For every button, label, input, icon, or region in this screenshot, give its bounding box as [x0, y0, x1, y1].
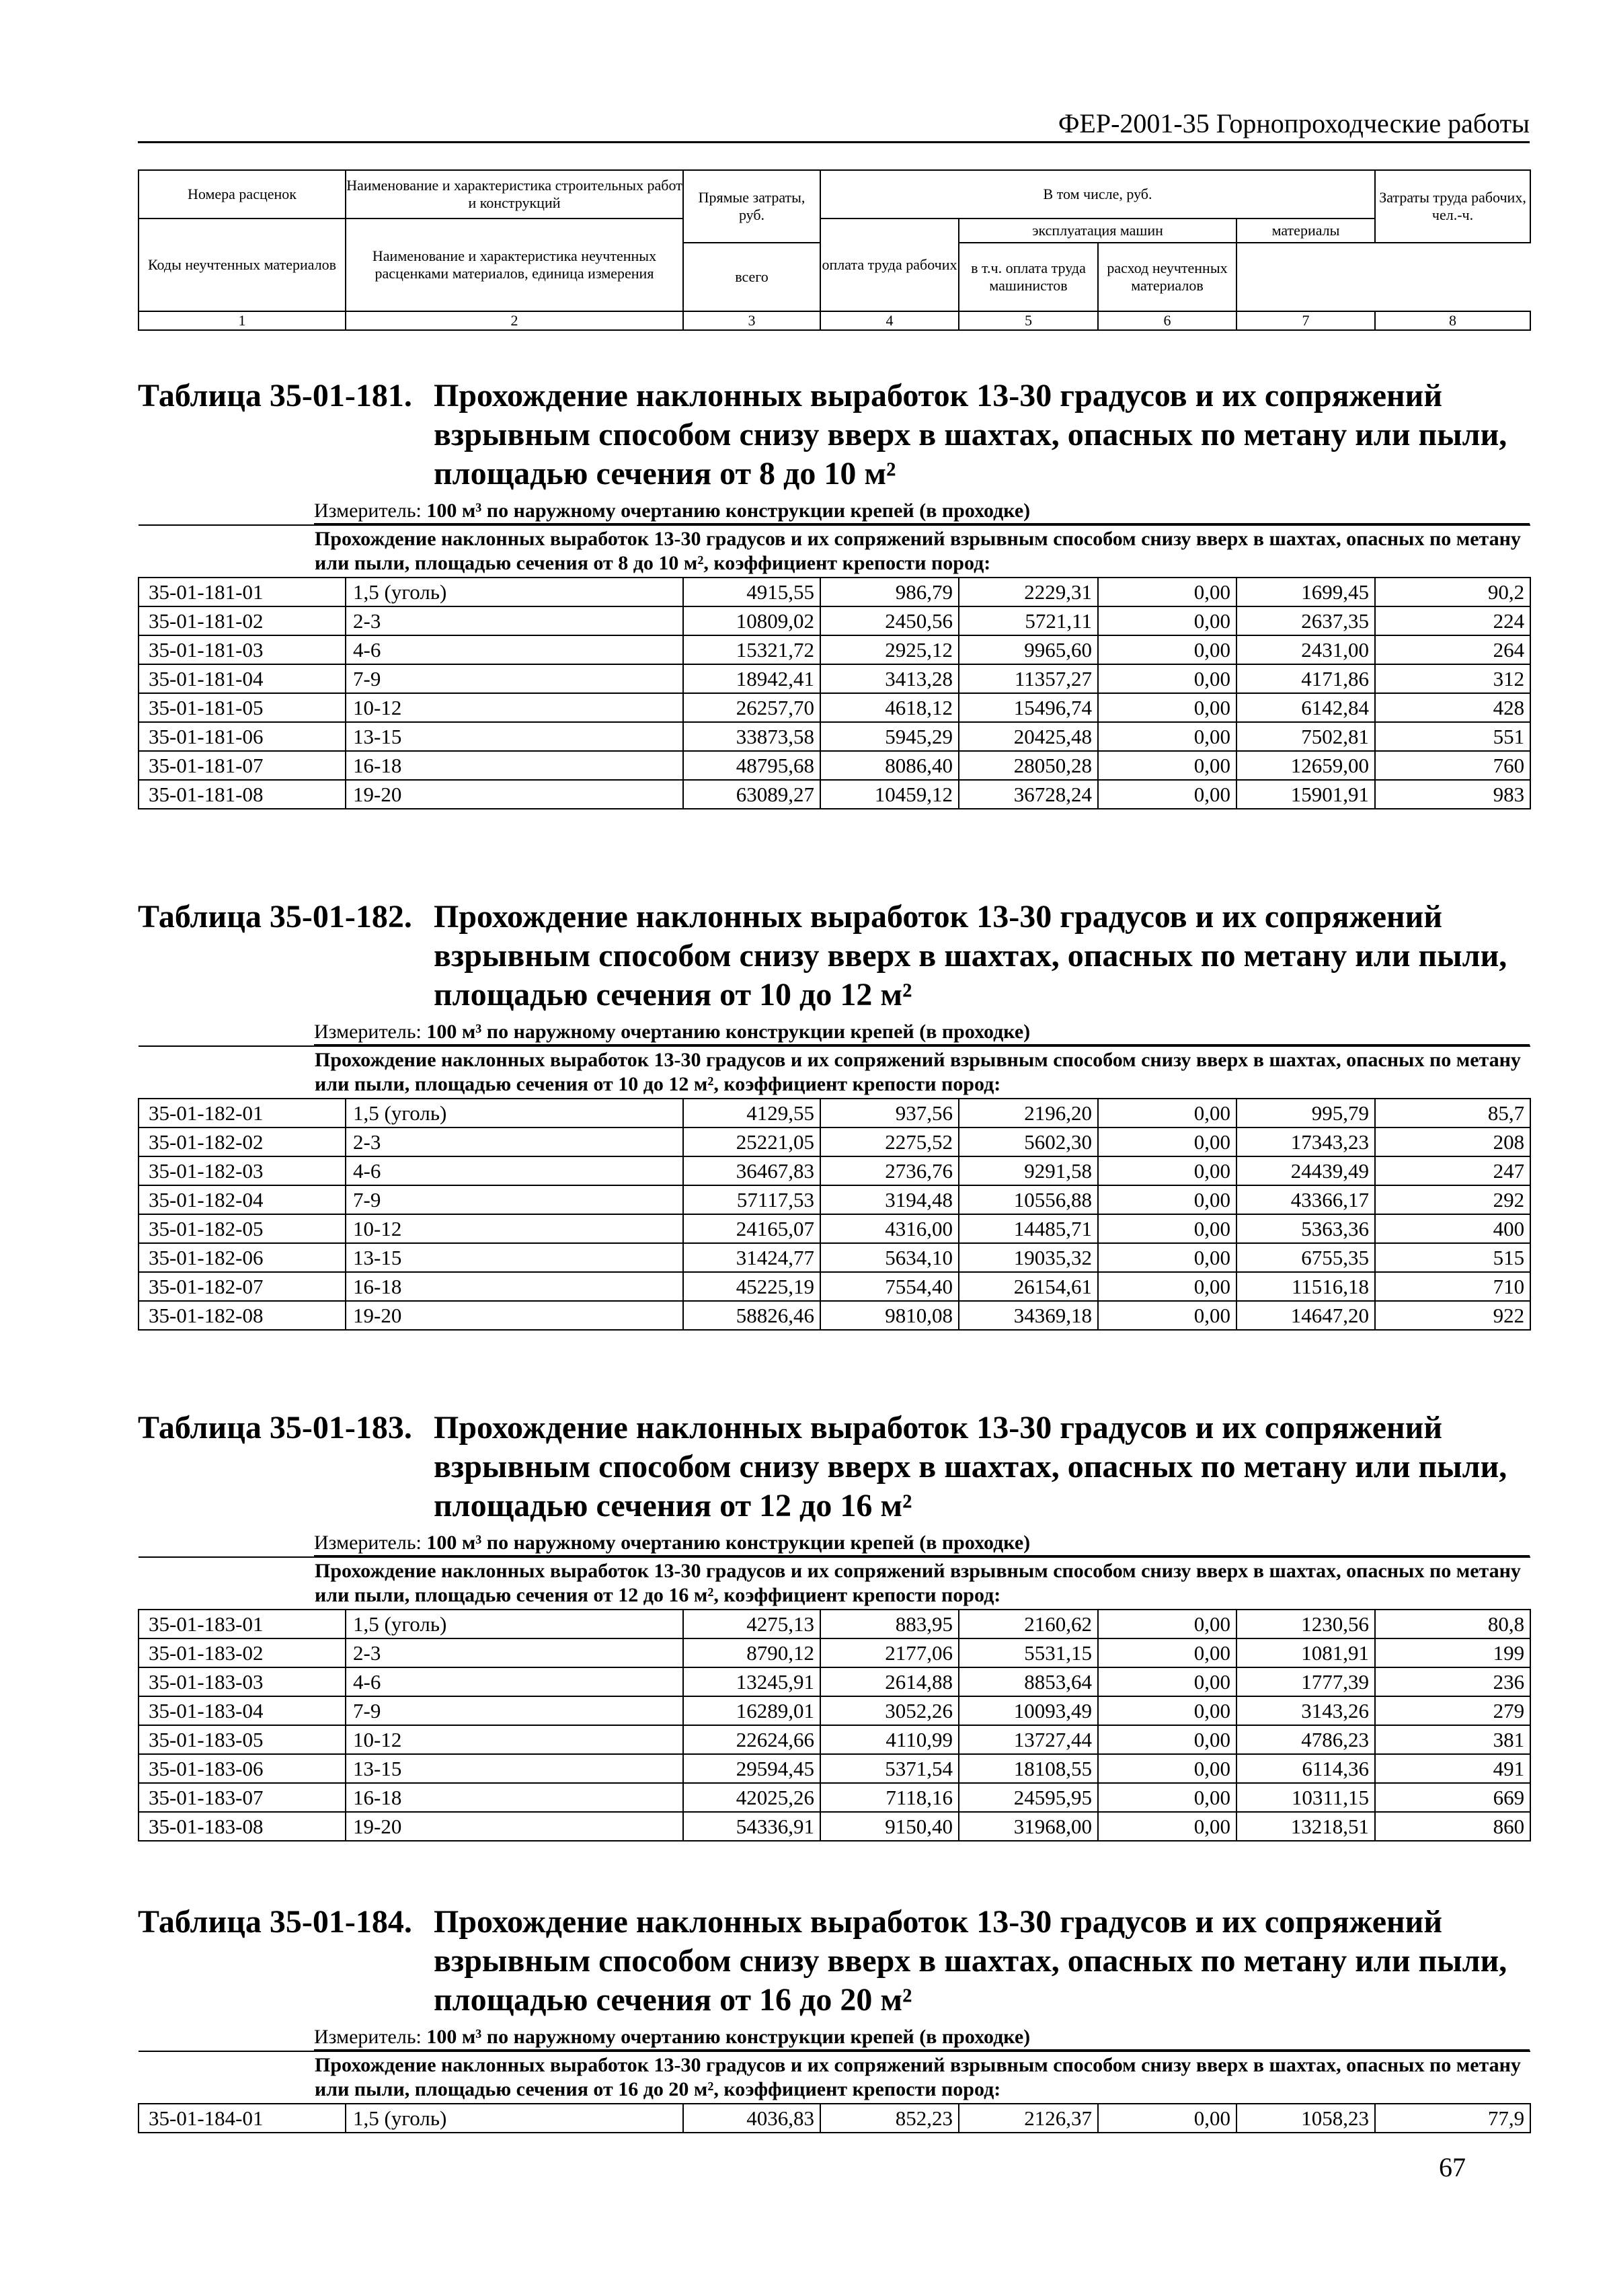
machines-total-cell: 26154,61: [959, 1272, 1098, 1301]
col-num: 4: [820, 311, 959, 330]
rock-hardness-cell: 2-3: [346, 1638, 683, 1667]
rock-hardness-cell: 13-15: [346, 1754, 683, 1783]
labor-pay-cell: 4618,12: [820, 693, 959, 722]
operators-pay-cell: 0,00: [1098, 1185, 1236, 1214]
rock-hardness-cell: 16-18: [346, 1272, 683, 1301]
rates-table: [138, 524, 1531, 809]
col-header-materials: материалы: [1236, 219, 1375, 243]
labor-hours-cell: 85,7: [1375, 1099, 1530, 1127]
table-row: [139, 635, 1530, 664]
header-title: ФЕР-2001-35 Горнопроходческие работы: [1058, 108, 1530, 138]
direct-costs-cell: 48795,68: [683, 751, 820, 780]
material-usage-cell: 5363,36: [1236, 1214, 1375, 1243]
labor-hours-cell: 77,9: [1375, 2104, 1530, 2133]
measure-unit: 100 м³ по наружному очертанию конструкции крепей (в проходке): [426, 1532, 1031, 1554]
operators-pay-cell: 0,00: [1098, 578, 1236, 606]
rock-hardness-cell: 4-6: [346, 635, 683, 664]
operators-pay-cell: 0,00: [1098, 635, 1236, 664]
direct-costs-cell: 26257,70: [683, 693, 820, 722]
operators-pay-cell: 0,00: [1098, 1301, 1236, 1330]
section-title: [138, 898, 1530, 1015]
labor-hours-cell: 224: [1375, 606, 1530, 635]
rate-code-cell: 35-01-182-08: [139, 1301, 346, 1330]
table-row: [139, 780, 1530, 809]
direct-costs-cell: 16289,01: [683, 1696, 820, 1725]
rate-code-cell: 35-01-181-08: [139, 780, 346, 809]
material-usage-cell: 4171,86: [1236, 664, 1375, 693]
table-row: [139, 1272, 1530, 1301]
measure-unit: 100 м³ по наружному очертанию конструкции крепей (в проходке): [426, 2026, 1031, 2048]
operators-pay-cell: 0,00: [1098, 1610, 1236, 1638]
group-row: [139, 525, 1530, 578]
direct-costs-cell: 42025,26: [683, 1783, 820, 1812]
material-usage-cell: 15901,91: [1236, 780, 1375, 809]
table-row: [139, 1099, 1530, 1127]
labor-hours-cell: 983: [1375, 780, 1530, 809]
labor-hours-cell: 90,2: [1375, 578, 1530, 606]
rate-code-cell: 35-01-183-03: [139, 1667, 346, 1696]
material-usage-cell: 1058,23: [1236, 2104, 1375, 2133]
labor-hours-cell: 400: [1375, 1214, 1530, 1243]
machines-total-cell: 28050,28: [959, 751, 1098, 780]
measure-unit: 100 м³ по наружному очертанию конструкции крепей (в проходке): [426, 1021, 1031, 1043]
table-number: Таблица 35-01-182.: [138, 899, 412, 935]
operators-pay-cell: 0,00: [1098, 751, 1236, 780]
labor-pay-cell: 5634,10: [820, 1243, 959, 1272]
rate-code-cell: 35-01-182-03: [139, 1156, 346, 1185]
table-name: Прохождение наклонных выработок 13-30 градусов и их сопряжений взрывным способом снизу вверх в шахтах, опасных по метану или пыли, площадью сечения от 12 до 16 м²: [434, 1410, 1507, 1523]
rock-hardness-cell: 16-18: [346, 751, 683, 780]
material-usage-cell: 10311,15: [1236, 1783, 1375, 1812]
table-row: [139, 606, 1530, 635]
measure-unit: 100 м³ по наружному очертанию конструкции крепей (в проходке): [426, 500, 1031, 522]
operators-pay-cell: 0,00: [1098, 1214, 1236, 1243]
page-number: 67: [1439, 2152, 1466, 2182]
operators-pay-cell: 0,00: [1098, 1667, 1236, 1696]
material-usage-cell: 995,79: [1236, 1099, 1375, 1127]
material-usage-cell: 1081,91: [1236, 1638, 1375, 1667]
labor-pay-cell: 10459,12: [820, 780, 959, 809]
material-usage-cell: 3143,26: [1236, 1696, 1375, 1725]
direct-costs-cell: 58826,46: [683, 1301, 820, 1330]
labor-pay-cell: 2275,52: [820, 1127, 959, 1156]
labor-hours-cell: 312: [1375, 664, 1530, 693]
direct-costs-cell: 57117,53: [683, 1185, 820, 1214]
table-number: Таблица 35-01-181.: [138, 378, 412, 413]
machines-total-cell: 9291,58: [959, 1156, 1098, 1185]
machines-total-cell: 5602,30: [959, 1127, 1098, 1156]
col-header-including: В том числе, руб.: [820, 170, 1375, 219]
operators-pay-cell: 0,00: [1098, 780, 1236, 809]
material-usage-cell: 1777,39: [1236, 1667, 1375, 1696]
group-description: Прохождение наклонных выработок 13-30 градусов и их сопряжений взрывным способом снизу вверх в шахтах, опасных по метану или пыли, площадью сечения от 12 до 16 м², коэффициент крепости пород:: [139, 1557, 1530, 1610]
table-row: [139, 664, 1530, 693]
rate-code-cell: 35-01-183-08: [139, 1812, 346, 1841]
section-title: [138, 1409, 1530, 1526]
material-usage-cell: 2431,00: [1236, 635, 1375, 664]
direct-costs-cell: 33873,58: [683, 722, 820, 751]
machines-total-cell: 24595,95: [959, 1783, 1098, 1812]
labor-hours-cell: 199: [1375, 1638, 1530, 1667]
col-header-works: Наименование и характеристика строительных работ и конструкций: [346, 170, 683, 219]
direct-costs-cell: 4275,13: [683, 1610, 820, 1638]
group-description: Прохождение наклонных выработок 13-30 градусов и их сопряжений взрывным способом снизу вверх в шахтах, опасных по метану или пыли, площадью сечения от 8 до 10 м², коэффициент крепости пород:: [139, 525, 1530, 578]
direct-costs-cell: 36467,83: [683, 1156, 820, 1185]
labor-pay-cell: 5945,29: [820, 722, 959, 751]
material-usage-cell: 1699,45: [1236, 578, 1375, 606]
rates-table: [138, 2051, 1531, 2133]
table-row: [139, 1243, 1530, 1272]
labor-pay-cell: 4316,00: [820, 1214, 959, 1243]
labor-pay-cell: 7118,16: [820, 1783, 959, 1812]
rock-hardness-cell: 1,5 (уголь): [346, 578, 683, 606]
material-usage-cell: 6142,84: [1236, 693, 1375, 722]
group-row: [139, 2051, 1530, 2104]
machines-total-cell: 13727,44: [959, 1725, 1098, 1754]
material-usage-cell: 11516,18: [1236, 1272, 1375, 1301]
labor-pay-cell: 2925,12: [820, 635, 959, 664]
labor-hours-cell: 236: [1375, 1667, 1530, 1696]
operators-pay-cell: 0,00: [1098, 722, 1236, 751]
operators-pay-cell: 0,00: [1098, 1754, 1236, 1783]
machines-total-cell: 2126,37: [959, 2104, 1098, 2133]
rate-code-cell: 35-01-183-01: [139, 1610, 346, 1638]
rate-code-cell: 35-01-181-03: [139, 635, 346, 664]
machines-total-cell: 19035,32: [959, 1243, 1098, 1272]
rock-hardness-cell: 10-12: [346, 693, 683, 722]
rate-code-cell: 35-01-181-07: [139, 751, 346, 780]
rock-hardness-cell: 7-9: [346, 1185, 683, 1214]
measure-label: Измеритель:: [314, 500, 422, 522]
operators-pay-cell: 0,00: [1098, 1638, 1236, 1667]
labor-hours-cell: 551: [1375, 722, 1530, 751]
operators-pay-cell: 0,00: [1098, 664, 1236, 693]
machines-total-cell: 15496,74: [959, 693, 1098, 722]
col-num: 8: [1375, 311, 1530, 330]
table-row: [139, 1783, 1530, 1812]
col-num: 7: [1236, 311, 1375, 330]
direct-costs-cell: 54336,91: [683, 1812, 820, 1841]
labor-pay-cell: 3413,28: [820, 664, 959, 693]
rate-code-cell: 35-01-182-02: [139, 1127, 346, 1156]
rock-hardness-cell: 16-18: [346, 1783, 683, 1812]
col-header-operators-pay: в т.ч. оплата труда машинистов: [959, 243, 1098, 311]
machines-total-cell: 20425,48: [959, 722, 1098, 751]
machines-total-cell: 8853,64: [959, 1667, 1098, 1696]
material-usage-cell: 1230,56: [1236, 1610, 1375, 1638]
rock-hardness-cell: 4-6: [346, 1156, 683, 1185]
material-usage-cell: 13218,51: [1236, 1812, 1375, 1841]
direct-costs-cell: 18942,41: [683, 664, 820, 693]
rate-code-cell: 35-01-183-05: [139, 1725, 346, 1754]
machines-total-cell: 5721,11: [959, 606, 1098, 635]
col-num: 5: [959, 311, 1098, 330]
rock-hardness-cell: 1,5 (уголь): [346, 2104, 683, 2133]
material-usage-cell: 12659,00: [1236, 751, 1375, 780]
machines-total-cell: 2229,31: [959, 578, 1098, 606]
rate-code-cell: 35-01-182-01: [139, 1099, 346, 1127]
measure-line: [314, 2025, 1530, 2051]
machines-total-cell: 11357,27: [959, 664, 1098, 693]
direct-costs-cell: 24165,07: [683, 1214, 820, 1243]
rate-code-cell: 35-01-181-04: [139, 664, 346, 693]
labor-hours-cell: 264: [1375, 635, 1530, 664]
rock-hardness-cell: 2-3: [346, 1127, 683, 1156]
labor-pay-cell: 937,56: [820, 1099, 959, 1127]
direct-costs-cell: 4036,83: [683, 2104, 820, 2133]
labor-pay-cell: 3052,26: [820, 1696, 959, 1725]
machines-total-cell: 14485,71: [959, 1214, 1098, 1243]
section-35-01-182: [138, 898, 1530, 1331]
rate-code-cell: 35-01-183-02: [139, 1638, 346, 1667]
table-number: Таблица 35-01-183.: [138, 1410, 412, 1446]
material-usage-cell: 6114,36: [1236, 1754, 1375, 1783]
labor-pay-cell: 5371,54: [820, 1754, 959, 1783]
rock-hardness-cell: 1,5 (уголь): [346, 1099, 683, 1127]
rate-code-cell: 35-01-183-07: [139, 1783, 346, 1812]
direct-costs-cell: 4129,55: [683, 1099, 820, 1127]
section-35-01-184: [138, 1903, 1530, 2133]
direct-costs-cell: 15321,72: [683, 635, 820, 664]
rock-hardness-cell: 10-12: [346, 1725, 683, 1754]
direct-costs-cell: 22624,66: [683, 1725, 820, 1754]
labor-pay-cell: 9150,40: [820, 1812, 959, 1841]
operators-pay-cell: 0,00: [1098, 1783, 1236, 1812]
operators-pay-cell: 0,00: [1098, 1696, 1236, 1725]
table-row: [139, 1127, 1530, 1156]
rock-hardness-cell: 19-20: [346, 1812, 683, 1841]
labor-pay-cell: 3194,48: [820, 1185, 959, 1214]
col-header-direct-costs: Прямые затраты, руб.: [683, 170, 820, 243]
table-row: [139, 1696, 1530, 1725]
table-row: [139, 1725, 1530, 1754]
machines-total-cell: 34369,18: [959, 1301, 1098, 1330]
direct-costs-cell: 45225,19: [683, 1272, 820, 1301]
rate-code-cell: 35-01-181-05: [139, 693, 346, 722]
measure-label: Измеритель:: [314, 1021, 422, 1043]
labor-pay-cell: 8086,40: [820, 751, 959, 780]
machines-total-cell: 18108,55: [959, 1754, 1098, 1783]
direct-costs-cell: 13245,91: [683, 1667, 820, 1696]
table-row: [139, 1667, 1530, 1696]
material-usage-cell: 24439,49: [1236, 1156, 1375, 1185]
labor-hours-cell: 515: [1375, 1243, 1530, 1272]
col-header-material-codes: Коды неучтенных материалов: [139, 219, 346, 311]
operators-pay-cell: 0,00: [1098, 1099, 1236, 1127]
rate-code-cell: 35-01-181-02: [139, 606, 346, 635]
labor-hours-cell: 247: [1375, 1156, 1530, 1185]
labor-pay-cell: 4110,99: [820, 1725, 959, 1754]
labor-pay-cell: 883,95: [820, 1610, 959, 1638]
direct-costs-cell: 31424,77: [683, 1243, 820, 1272]
col-header-material-usage: расход неучтенных материалов: [1098, 243, 1236, 311]
table-row: [139, 1301, 1530, 1330]
material-usage-cell: 7502,81: [1236, 722, 1375, 751]
group-description: Прохождение наклонных выработок 13-30 градусов и их сопряжений взрывным способом снизу вверх в шахтах, опасных по метану или пыли, площадью сечения от 10 до 12 м², коэффициент крепости пород:: [139, 1046, 1530, 1099]
table-name: Прохождение наклонных выработок 13-30 градусов и их сопряжений взрывным способом снизу вверх в шахтах, опасных по метану или пыли, площадью сечения от 16 до 20 м²: [434, 1904, 1507, 2018]
column-header-table: [138, 169, 1531, 331]
section-35-01-181: [138, 377, 1530, 809]
operators-pay-cell: 0,00: [1098, 1725, 1236, 1754]
rates-table: [138, 1045, 1531, 1331]
labor-hours-cell: 760: [1375, 751, 1530, 780]
group-description: Прохождение наклонных выработок 13-30 градусов и их сопряжений взрывным способом снизу вверх в шахтах, опасных по метану или пыли, площадью сечения от 16 до 20 м², коэффициент крепости пород:: [139, 2051, 1530, 2104]
operators-pay-cell: 0,00: [1098, 2104, 1236, 2133]
table-row: [139, 1185, 1530, 1214]
labor-hours-cell: 428: [1375, 693, 1530, 722]
group-row: [139, 1557, 1530, 1610]
direct-costs-cell: 4915,55: [683, 578, 820, 606]
rock-hardness-cell: 7-9: [346, 1696, 683, 1725]
labor-hours-cell: 381: [1375, 1725, 1530, 1754]
machines-total-cell: 36728,24: [959, 780, 1098, 809]
operators-pay-cell: 0,00: [1098, 1272, 1236, 1301]
machines-total-cell: 5531,15: [959, 1638, 1098, 1667]
measure-line: [314, 1531, 1530, 1556]
labor-pay-cell: 9810,08: [820, 1301, 959, 1330]
direct-costs-cell: 29594,45: [683, 1754, 820, 1783]
section-title: [138, 377, 1530, 493]
running-header: [138, 108, 1530, 143]
labor-hours-cell: 208: [1375, 1127, 1530, 1156]
labor-pay-cell: 2177,06: [820, 1638, 959, 1667]
table-name: Прохождение наклонных выработок 13-30 градусов и их сопряжений взрывным способом снизу вверх в шахтах, опасных по метану или пыли, площадью сечения от 8 до 10 м²: [434, 378, 1507, 491]
rate-code-cell: 35-01-182-06: [139, 1243, 346, 1272]
material-usage-cell: 43366,17: [1236, 1185, 1375, 1214]
col-header-machines: эксплуатация машин: [959, 219, 1236, 243]
table-row: [139, 1754, 1530, 1783]
rate-code-cell: 35-01-183-04: [139, 1696, 346, 1725]
labor-hours-cell: 710: [1375, 1272, 1530, 1301]
measure-line: [314, 1020, 1530, 1045]
machines-total-cell: 2160,62: [959, 1610, 1098, 1638]
rate-code-cell: 35-01-181-01: [139, 578, 346, 606]
labor-pay-cell: 852,23: [820, 2104, 959, 2133]
col-num: 6: [1098, 311, 1236, 330]
measure-line: [314, 499, 1530, 524]
machines-total-cell: 9965,60: [959, 635, 1098, 664]
table-row: [139, 578, 1530, 606]
labor-hours-cell: 669: [1375, 1783, 1530, 1812]
operators-pay-cell: 0,00: [1098, 1156, 1236, 1185]
table-row: [139, 751, 1530, 780]
rock-hardness-cell: 4-6: [346, 1667, 683, 1696]
measure-label: Измеритель:: [314, 2026, 422, 2048]
labor-pay-cell: 986,79: [820, 578, 959, 606]
rock-hardness-cell: 10-12: [346, 1214, 683, 1243]
material-usage-cell: 17343,23: [1236, 1127, 1375, 1156]
rock-hardness-cell: 19-20: [346, 780, 683, 809]
section-35-01-183: [138, 1409, 1530, 1842]
material-usage-cell: 14647,20: [1236, 1301, 1375, 1330]
measure-label: Измеритель:: [314, 1532, 422, 1554]
col-num: 3: [683, 311, 820, 330]
material-usage-cell: 4786,23: [1236, 1725, 1375, 1754]
rate-code-cell: 35-01-182-04: [139, 1185, 346, 1214]
labor-pay-cell: 2450,56: [820, 606, 959, 635]
labor-pay-cell: 7554,40: [820, 1272, 959, 1301]
rock-hardness-cell: 2-3: [346, 606, 683, 635]
rate-code-cell: 35-01-183-06: [139, 1754, 346, 1783]
rock-hardness-cell: 19-20: [346, 1301, 683, 1330]
direct-costs-cell: 8790,12: [683, 1638, 820, 1667]
labor-hours-cell: 292: [1375, 1185, 1530, 1214]
operators-pay-cell: 0,00: [1098, 1812, 1236, 1841]
labor-hours-cell: 860: [1375, 1812, 1530, 1841]
operators-pay-cell: 0,00: [1098, 1243, 1236, 1272]
table-row: [139, 1638, 1530, 1667]
rates-table: [138, 1556, 1531, 1842]
rate-code-cell: 35-01-182-05: [139, 1214, 346, 1243]
operators-pay-cell: 0,00: [1098, 1127, 1236, 1156]
col-num: 2: [346, 311, 683, 330]
table-row: [139, 1812, 1530, 1841]
material-usage-cell: 6755,35: [1236, 1243, 1375, 1272]
rock-hardness-cell: 13-15: [346, 1243, 683, 1272]
rock-hardness-cell: 13-15: [346, 722, 683, 751]
operators-pay-cell: 0,00: [1098, 693, 1236, 722]
table-row: [139, 722, 1530, 751]
col-header-machines-total: всего: [683, 243, 820, 311]
labor-pay-cell: 2614,88: [820, 1667, 959, 1696]
rate-code-cell: 35-01-182-07: [139, 1272, 346, 1301]
labor-hours-cell: 80,8: [1375, 1610, 1530, 1638]
table-number: Таблица 35-01-184.: [138, 1904, 412, 1940]
rock-hardness-cell: 7-9: [346, 664, 683, 693]
rock-hardness-cell: 1,5 (уголь): [346, 1610, 683, 1638]
labor-hours-cell: 491: [1375, 1754, 1530, 1783]
col-header-materials-desc: Наименование и характеристика неучтенных расценками материалов, единица измерения: [346, 219, 683, 311]
col-header-rates: Номера расценок: [139, 170, 346, 219]
material-usage-cell: 2637,35: [1236, 606, 1375, 635]
labor-hours-cell: 922: [1375, 1301, 1530, 1330]
section-title: [138, 1903, 1530, 2020]
col-header-labor-pay: оплата труда рабочих: [820, 219, 959, 311]
col-num: 1: [139, 311, 346, 330]
labor-pay-cell: 2736,76: [820, 1156, 959, 1185]
direct-costs-cell: 63089,27: [683, 780, 820, 809]
rate-code-cell: 35-01-184-01: [139, 2104, 346, 2133]
direct-costs-cell: 10809,02: [683, 606, 820, 635]
machines-total-cell: 31968,00: [959, 1812, 1098, 1841]
table-row: [139, 2104, 1530, 2133]
group-row: [139, 1046, 1530, 1099]
rate-code-cell: 35-01-181-06: [139, 722, 346, 751]
table-row: [139, 1214, 1530, 1243]
machines-total-cell: 10556,88: [959, 1185, 1098, 1214]
machines-total-cell: 2196,20: [959, 1099, 1098, 1127]
table-row: [139, 1156, 1530, 1185]
table-name: Прохождение наклонных выработок 13-30 градусов и их сопряжений взрывным способом снизу вверх в шахтах, опасных по метану или пыли, площадью сечения от 10 до 12 м²: [434, 899, 1507, 1013]
table-row: [139, 693, 1530, 722]
operators-pay-cell: 0,00: [1098, 606, 1236, 635]
col-header-labor-hours: Затраты труда рабочих, чел.-ч.: [1375, 170, 1530, 243]
labor-hours-cell: 279: [1375, 1696, 1530, 1725]
machines-total-cell: 10093,49: [959, 1696, 1098, 1725]
direct-costs-cell: 25221,05: [683, 1127, 820, 1156]
table-row: [139, 1610, 1530, 1638]
